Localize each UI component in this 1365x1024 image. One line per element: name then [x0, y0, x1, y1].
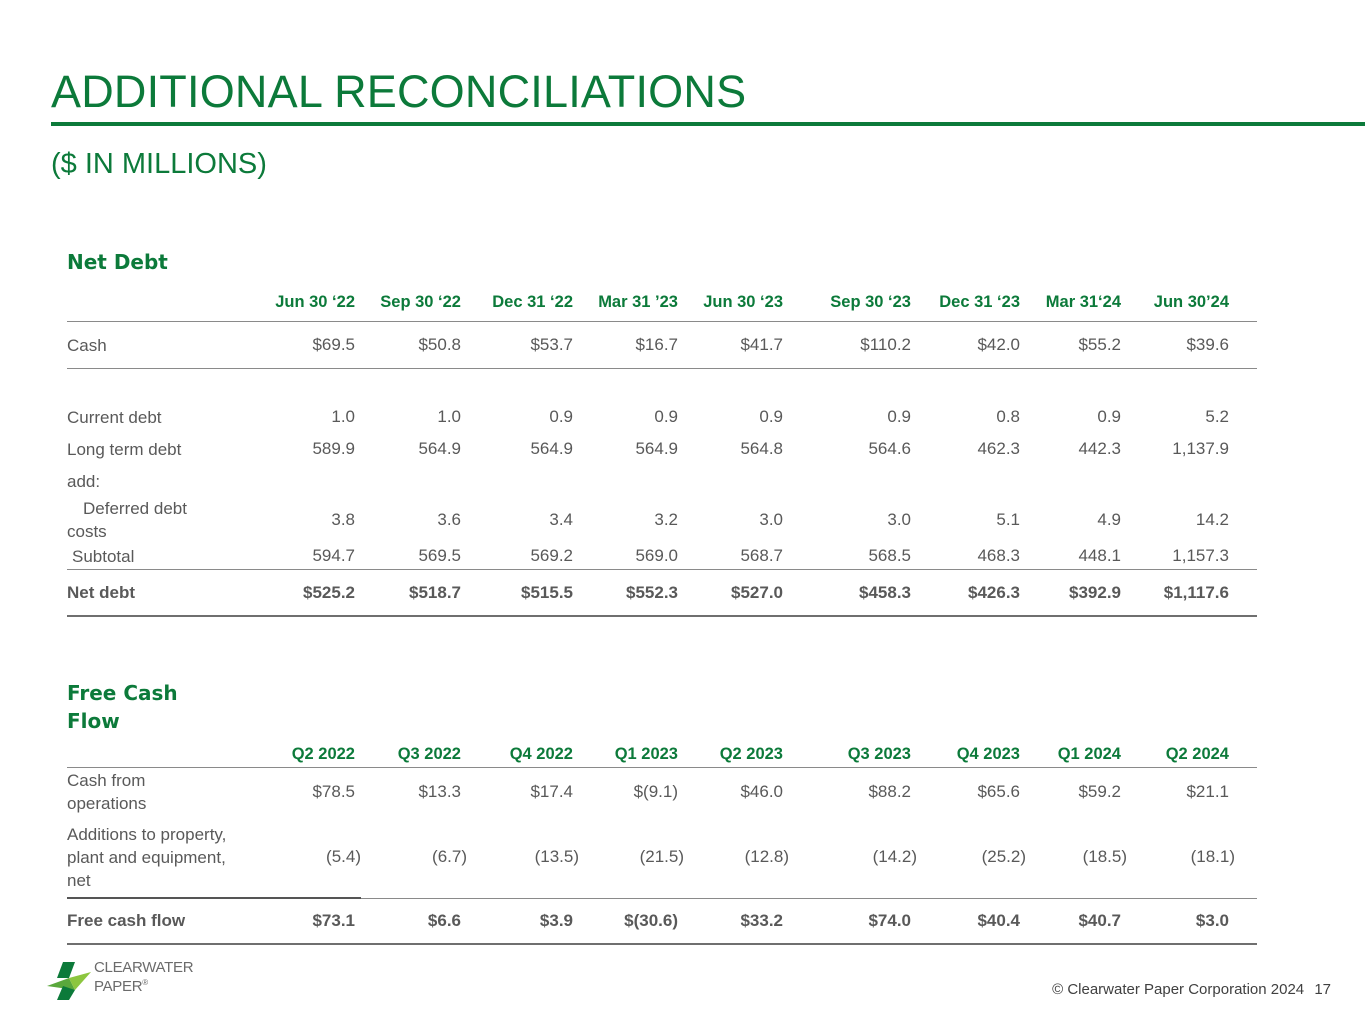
net-debt-header-row [67, 283, 1257, 322]
cell: 5.1 [996, 510, 1020, 529]
cell: $515.5 [521, 582, 573, 602]
column-header: Mar 31‘24 [1045, 292, 1121, 311]
page-subtitle: ($ IN MILLIONS) [51, 148, 267, 180]
cell: (18.5) [1082, 847, 1127, 866]
row-label: Free cash flow [67, 911, 186, 930]
cell: $3.0 [1195, 910, 1229, 930]
cell: $518.7 [409, 582, 461, 602]
cell: (21.5) [639, 847, 684, 866]
cell: 564.9 [635, 439, 678, 458]
copyright-text: © Clearwater Paper Corporation 2024 [1052, 981, 1305, 998]
cell: $458.3 [859, 582, 911, 602]
cell: $40.7 [1078, 910, 1121, 930]
cell: 0.9 [759, 407, 783, 426]
cell: $(30.6) [624, 910, 678, 930]
cell: 564.6 [868, 439, 911, 458]
cell: (25.2) [981, 847, 1026, 866]
cell: 569.5 [418, 546, 461, 565]
cell: $17.4 [530, 782, 573, 801]
cell: $73.1 [312, 910, 355, 930]
cell: $59.2 [1078, 782, 1121, 801]
cell: 3.0 [887, 510, 911, 529]
cell: $33.2 [740, 910, 783, 930]
cell: 568.7 [740, 546, 783, 565]
cell: 564.8 [740, 439, 783, 458]
column-header: Sep 30 ‘22 [380, 292, 461, 311]
cell: $50.8 [418, 335, 461, 354]
cell: $525.2 [303, 582, 355, 602]
cell: 1,137.9 [1172, 439, 1229, 458]
cell: 5.2 [1205, 407, 1229, 426]
cell: $392.9 [1069, 582, 1121, 602]
row-label: Subtotal [72, 546, 135, 566]
table-row [67, 768, 1257, 816]
net-debt-heading: Net Debt [67, 250, 168, 274]
cell: 14.2 [1195, 510, 1229, 529]
cell: $46.0 [740, 782, 783, 801]
cell: (13.5) [534, 847, 579, 866]
row-label: Current debt [67, 407, 162, 427]
company-logo [47, 960, 207, 1004]
column-header: Q4 2023 [956, 745, 1020, 763]
cell: $55.2 [1078, 335, 1121, 354]
cell: 3.2 [654, 510, 678, 529]
logo-line-2: PAPER® [94, 978, 148, 995]
column-header: Mar 31 ’23 [598, 292, 678, 311]
cell: $527.0 [731, 582, 783, 602]
fcf-heading: Free Cash Flow [67, 681, 178, 733]
cell: 569.0 [635, 546, 678, 565]
row-label: Cash from operations [67, 771, 147, 813]
cell: $65.6 [977, 782, 1020, 801]
cell: 0.8 [996, 407, 1020, 426]
cell: 3.4 [549, 510, 573, 529]
cell: $110.2 [860, 335, 911, 354]
column-header: Q2 2024 [1165, 745, 1229, 763]
cell: (14.2) [872, 847, 917, 866]
cell: 564.9 [418, 439, 461, 458]
column-header: Sep 30 ‘23 [830, 292, 911, 311]
cell: $53.7 [530, 335, 573, 354]
row-label: add: [67, 471, 101, 491]
cell: 568.5 [868, 546, 911, 565]
cell: $42.0 [977, 335, 1020, 354]
table-row [67, 401, 1257, 433]
cell: 448.1 [1078, 546, 1121, 565]
cell: $69.5 [312, 335, 355, 354]
table-row [67, 322, 1257, 369]
row-label: Long term debt [67, 439, 182, 459]
cell: 594.7 [312, 546, 355, 565]
table-row [67, 898, 1257, 945]
cell: 468.3 [977, 546, 1020, 565]
table-row [67, 570, 1257, 617]
column-header: Q4 2022 [509, 745, 573, 763]
column-header: Jun 30 ‘23 [703, 292, 783, 311]
cell: 1.0 [331, 407, 355, 426]
cell: 564.9 [530, 439, 573, 458]
column-header: Dec 31 ‘23 [939, 292, 1020, 311]
row-label: Cash [67, 335, 107, 355]
column-header: Q3 2023 [847, 745, 911, 763]
cell: 0.9 [887, 407, 911, 426]
logo-wordmark [94, 960, 193, 994]
cell: 442.3 [1078, 439, 1121, 458]
cell: $426.3 [968, 582, 1020, 602]
cell: (6.7) [432, 847, 467, 866]
cell: $21.1 [1186, 782, 1229, 801]
title-divider [51, 122, 1365, 126]
cell: (18.1) [1190, 847, 1235, 866]
leaf-icon [47, 960, 93, 1002]
cell: 589.9 [312, 439, 355, 458]
cell: $13.3 [418, 782, 461, 801]
table-row [67, 543, 1257, 570]
cell: $16.7 [635, 335, 678, 354]
column-header: Q2 2022 [291, 745, 355, 763]
cell: 0.9 [1097, 407, 1121, 426]
cell: 4.9 [1097, 510, 1121, 529]
column-header: Q2 2023 [719, 745, 783, 763]
table-row [67, 816, 1257, 898]
cell: $3.9 [539, 910, 573, 930]
cell: $6.6 [427, 910, 461, 930]
cell: $41.7 [740, 335, 783, 354]
column-header: Jun 30 ‘22 [275, 292, 355, 311]
net-debt-table [67, 283, 1257, 617]
fcf-header-row [67, 742, 1257, 768]
logo-line-1: CLEARWATER [94, 959, 194, 976]
row-label: Deferred debt costs [67, 499, 187, 541]
cell: 1,157.3 [1172, 546, 1229, 565]
page-number: 17 [1314, 981, 1331, 998]
column-header: Q3 2022 [397, 745, 461, 763]
row-label: Additions to property, plant and equipment, net [67, 824, 227, 890]
row-label: Net debt [67, 583, 135, 602]
page-title: ADDITIONAL RECONCILIATIONS [51, 66, 747, 117]
table-row [67, 465, 1257, 497]
cell: 3.8 [331, 510, 355, 529]
cell: $1,117.6 [1163, 582, 1229, 602]
cell: 3.0 [759, 510, 783, 529]
cell: $78.5 [312, 782, 355, 801]
cell: $88.2 [868, 782, 911, 801]
cell: 3.6 [437, 510, 461, 529]
cell: 462.3 [977, 439, 1020, 458]
cell: 0.9 [549, 407, 573, 426]
cell: (12.8) [744, 847, 789, 866]
cell: $39.6 [1186, 335, 1229, 354]
cell: $74.0 [868, 910, 911, 930]
cell: (5.4) [326, 847, 361, 866]
column-header: Jun 30’24 [1153, 292, 1229, 311]
cell: $(9.1) [633, 782, 678, 801]
cell: 1.0 [437, 407, 461, 426]
table-row [67, 433, 1257, 465]
cell: $552.3 [626, 582, 678, 602]
cell: 0.9 [654, 407, 678, 426]
column-header: Q1 2024 [1057, 745, 1121, 763]
fcf-table [67, 742, 1257, 945]
column-header: Dec 31 ‘22 [492, 292, 573, 311]
table-row [67, 497, 1257, 543]
cell: $40.4 [977, 910, 1020, 930]
footer [1052, 981, 1331, 998]
cell: 569.2 [530, 546, 573, 565]
column-header: Q1 2023 [614, 745, 678, 763]
